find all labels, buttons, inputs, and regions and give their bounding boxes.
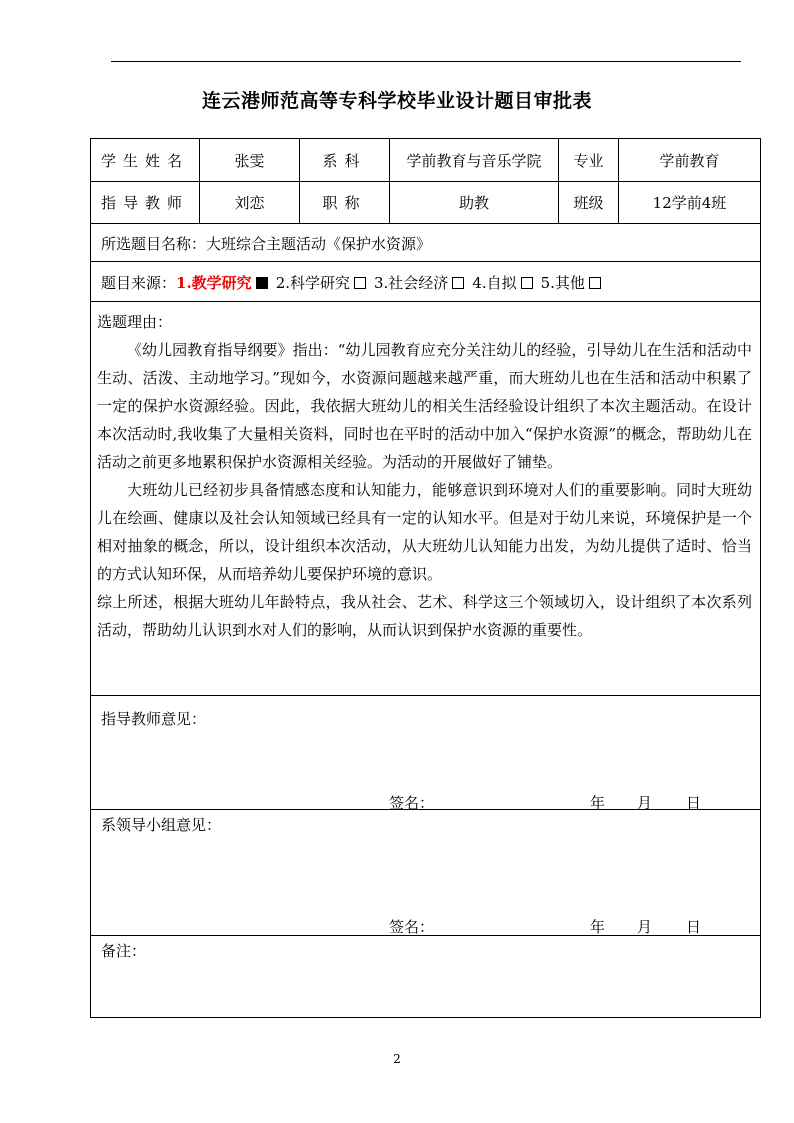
source-option-self-proposed: 4.自拟 — [472, 274, 517, 292]
topic-row — [91, 223, 760, 261]
dept-label: 系科 — [299, 139, 389, 181]
student-name-value: 张雯 — [199, 139, 299, 181]
source-label: 题目来源： — [101, 274, 177, 292]
source-option-social-economy: 3.社会经济 — [374, 274, 449, 292]
advisor-name-value: 刘恋 — [199, 182, 299, 223]
checkbox-icon[interactable] — [589, 277, 601, 289]
dept-year-label: 年 — [590, 918, 606, 936]
checkbox-icon[interactable] — [452, 277, 464, 289]
rank-value: 助教 — [389, 182, 558, 223]
reason-paragraph-1: 《幼儿园教育指导纲要》指出：“幼儿园教育应充分关注幼儿的经验，引导幼儿在生活和活动中生动、活泼、主动地学习。”现如今，水资源问题越来越严重，而大班幼儿也在生活和活动中积累了一定的保护水资源经验。因此，我依据大班幼儿的相关生活经验设计组织了本次主题活动。在设计本次活动时,我收集了大量相关资料，同时也在平时的活动中加入“保护水资源”的概念，帮助幼儿在活动之前更多地累积保护水资源相关经验。为活动的开展做好了铺垫。 — [97, 341, 752, 471]
reason-section — [91, 301, 760, 695]
major-value: 学前教育 — [618, 139, 760, 181]
dept-day-label: 日 — [686, 918, 702, 936]
topic-name-label: 所选题目名称： — [101, 235, 207, 253]
dept-value: 学前教育与音乐学院 — [389, 139, 558, 181]
page-title: 连云港师范高等专科学校毕业设计题目审批表 — [201, 90, 592, 112]
source-option-scientific-research: 2.科学研究 — [275, 274, 350, 292]
page-number: 2 — [393, 1052, 401, 1066]
advisor-label: 指导教师 — [100, 194, 189, 212]
header-rule — [111, 61, 741, 62]
advisor-day-label: 日 — [686, 794, 702, 812]
reason-label: 选题理由： — [97, 313, 173, 331]
class-value: 12学前4班 — [618, 182, 760, 223]
source-option-teaching-research: 1.教学研究 — [176, 274, 252, 292]
dept-month-label: 月 — [637, 918, 653, 936]
checked-checkbox-icon[interactable] — [256, 277, 268, 289]
student-row — [91, 139, 760, 181]
advisor-signature-label: 签名： — [389, 794, 435, 812]
checkbox-icon[interactable] — [521, 277, 533, 289]
source-row — [91, 261, 760, 301]
class-label: 班级 — [558, 182, 618, 223]
rank-label: 职称 — [299, 182, 389, 223]
dept-opinion-section — [91, 809, 760, 935]
advisor-opinion-label: 指导教师意见： — [101, 710, 207, 728]
reason-body — [97, 308, 752, 644]
advisor-month-label: 月 — [637, 794, 653, 812]
source-options — [101, 272, 609, 293]
topic-name — [101, 233, 431, 254]
dept-signature-label: 签名： — [389, 918, 435, 936]
reason-paragraph-2: 大班幼儿已经初步具备情感态度和认知能力，能够意识到环境对人们的重要影响。同时大班幼儿在绘画、健康以及社会认知领域已经具有一定的认知水平。但是对于幼儿来说，环境保护是一个相对抽象的概念，所以，设计组织本次活动，从大班幼儿认知能力出发，为幼儿提供了适时、恰当的方式认知环保，从而培养幼儿要保护环境的意识。 — [97, 481, 752, 583]
source-option-other: 5.其他 — [540, 274, 585, 292]
remarks-section — [91, 935, 760, 1017]
remarks-label: 备注： — [101, 942, 147, 960]
approval-form — [90, 138, 761, 1018]
checkbox-icon[interactable] — [354, 277, 366, 289]
topic-name-value: 大班综合主题活动《保护水资源》 — [206, 235, 432, 253]
advisor-year-label: 年 — [590, 794, 606, 812]
major-label: 专业 — [558, 139, 618, 181]
dept-opinion-label: 系领导小组意见： — [101, 816, 222, 834]
advisor-opinion-section — [91, 695, 760, 812]
advisor-row — [91, 181, 760, 223]
reason-paragraph-3: 综上所述，根据大班幼儿年龄特点，我从社会、艺术、科学这三个领域切入，设计组织了本次系列活动，帮助幼儿认识到水对人们的影响，从而认识到保护水资源的重要性。 — [97, 593, 752, 639]
student-name-label: 学生姓名 — [100, 151, 189, 170]
